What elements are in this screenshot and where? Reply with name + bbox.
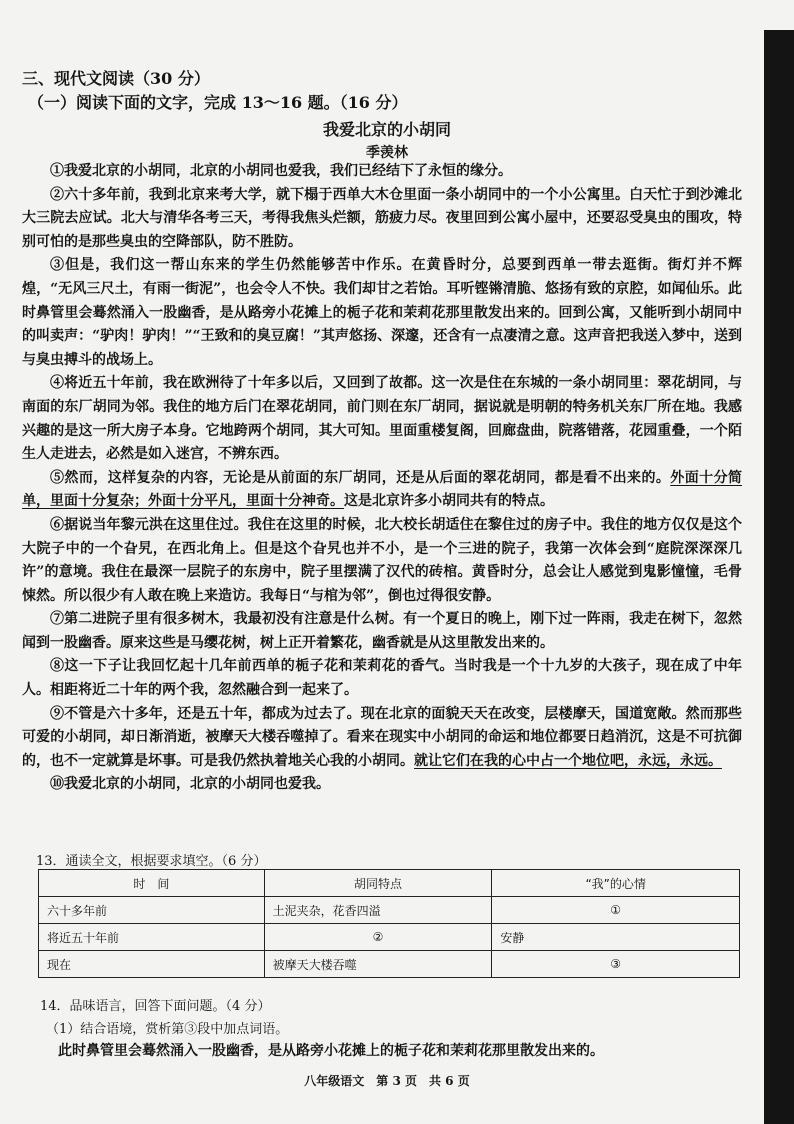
paragraph-2: ②六十多年前，我到北京来考大学，就下榻于西单大木仓里面一条小胡同中的一个小公寓里。白天忙于到沙滩北大三院去应试。北大与清华各考三天，考得我焦头烂额，筋疲力尽。夜里回到公寓小屋中，还要忍受臭虫的围攻，特别可怕的是那些臭虫的空降部队，防不胜防。 — [22, 186, 742, 250]
question-13-table — [38, 869, 740, 978]
question-14-sub1: （1）结合语境，赏析第③段中加点词语。 — [46, 1022, 289, 1037]
question-14-prompt: 14．品味语言，回答下面问题。（4 分） — [40, 999, 271, 1014]
paragraph-6: ⑥据说当年黎元洪在这里住过。我住在这里的时候，北大校长胡适住在黎住过的房子中。我住的地方仅仅是这个大院子中的一个旮旯，在西北角上。但是这个旮旯也并不小，是一个三进的院子，我第一次体会到“庭院深深深几许”的意境。我住在最深一层院子的东房中，院子里摆满了汉代的砖棺。黄昏时分，总会让人感觉到鬼影憧憧，毛骨悚然。所以很少有人敢在晚上来造访。我每日“与棺为邻”，倒也过得很安静。 — [22, 516, 742, 604]
scan-edge-shadow — [764, 30, 794, 1124]
table-cell: 安静 — [492, 924, 740, 951]
table-header: 时 间 — [39, 870, 265, 897]
article-author: 季羡林 — [366, 145, 408, 161]
paragraph-1: ①我爱北京的小胡同，北京的小胡同也爱我，我们已经结下了永恒的缘分。 — [50, 163, 512, 179]
page-footer: 八年级语文 第 3 页 共 6 页 — [304, 1074, 470, 1088]
paragraph-9: ⑨不管是六十多年，还是五十年，都成为过去了。现在北京的面貌天天在改变，层楼摩天，国道宽敞。然而那些可爱的小胡同，却日渐消逝，被摩天大楼吞噬掉了。看来在现实中小胡同的命运和地位都要日趋消沉，这是不可抗御的，也不一定就算是坏事。可是我仍然执着地关心我的小胡同。就让它们在我的心中占一个地位吧，永远，永远。 — [22, 705, 742, 769]
paragraph-3: ③但是，我们这一帮山东来的学生仍然能够苦中作乐。在黄昏时分，总要到西单一带去逛街。街灯并不辉煌，“无风三尺土，有雨一街泥”，也会令人不快。我们却甘之若饴。耳听铿锵清脆、悠扬有致的京腔，如闻仙乐。此时鼻管里会蓦然涌入一股幽香，是从路旁小花摊上的栀子花和茉莉花那里散发出来的。回到公寓，又能听到小胡同中的叫卖声：“驴肉！驴肉！”“王致和的臭豆腐！”其声悠扬、深邃，还含有一点凄清之意。这声音把我送入梦中，送到与臭虫搏斗的战场上。 — [22, 257, 742, 368]
answer-blank: ① — [492, 897, 740, 924]
section-heading: 三、现代文阅读（30 分） — [22, 69, 210, 88]
table-header: “我”的心情 — [492, 870, 740, 897]
paragraph-5: ⑤然而，这样复杂的内容，无论是从前面的东厂胡同，还是从后面的翠花胡同，都是看不出来的。外面十分简单，里面十分复杂；外面十分平凡，里面十分神奇。这是北京许多小胡同共有的特点。 — [22, 469, 742, 510]
part-heading: （一）阅读下面的文字，完成 13～16 题。（16 分） — [28, 93, 408, 112]
underlined-sentence: 就让它们在我的心中占一个地位吧，永远，永远。 — [414, 752, 722, 769]
table-cell: 现在 — [39, 951, 265, 978]
article-title: 我爱北京的小胡同 — [322, 120, 451, 139]
table-header: 胡同特点 — [264, 870, 492, 897]
table-row — [39, 897, 740, 924]
paragraph-7: ⑦第二进院子里有很多树木，我最初没有注意是什么树。有一个夏日的晚上，刚下过一阵雨，我走在树下，忽然闻到一股幽香。原来这些是马缨花树，树上正开着繁花，幽香就是从这里散发出来的。 — [22, 611, 742, 651]
paragraph-8: ⑧这一下子让我回忆起十几年前西单的栀子花和茉莉花的香气。当时我是一个十九岁的大孩子，现在成了中年人。相距将近二十年的两个我，忽然融合到一起来了。 — [22, 658, 742, 699]
table-cell: 土泥夹杂，花香四溢 — [264, 897, 492, 924]
paragraph-4: ④将近五十年前，我在欧洲待了十年多以后，又回到了故都。这一次是住在东城的一条小胡同里：翠花胡同，与南面的东厂胡同为邻。我住的地方后门在翠花胡同，前门则在东厂胡同，据说就是明朝的特务机关东厂所在地。我感兴趣的是这一所大房子本身。它地跨两个胡同，其大可知。里面重楼复阁，回廊盘曲，院落错落，花园重叠，一个陌生人走进去，必然是如入迷宫，不辨东西。 — [22, 375, 742, 463]
table-cell: 将近五十年前 — [39, 924, 265, 951]
table-cell: 六十多年前 — [39, 897, 265, 924]
table-cell: 被摩天大楼吞噬 — [264, 951, 492, 978]
answer-blank: ③ — [492, 951, 740, 978]
table-row — [39, 924, 740, 951]
article-body — [22, 160, 742, 797]
table-row — [39, 951, 740, 978]
question-13-prompt: 13．通读全文，根据要求填空。（6 分） — [36, 854, 267, 869]
paragraph-10: ⑩我爱北京的小胡同，北京的小胡同也爱我。 — [50, 776, 330, 793]
underlined-sentence: 外面十分简单，里面十分复杂；外面十分平凡，里面十分神奇。 — [22, 469, 742, 510]
question-14-quote: 此时鼻管里会蓦然涌入一股幽香，是从路旁小花摊上的栀子花和茉莉花那里散发出来的。 — [58, 1043, 604, 1059]
answer-blank: ② — [264, 924, 492, 951]
table-header-row — [39, 870, 740, 897]
